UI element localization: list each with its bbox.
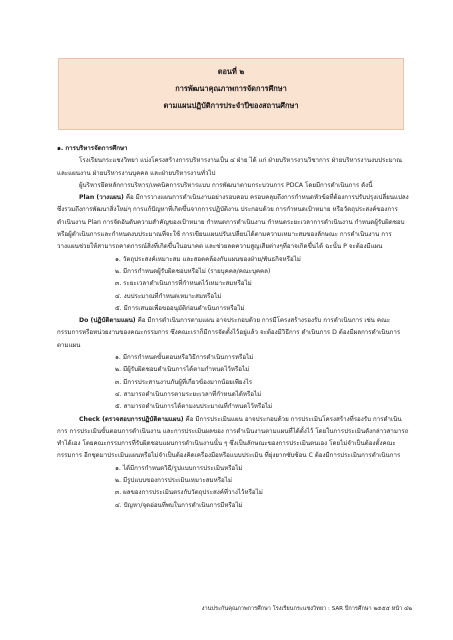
do-item: ๒. มีผู้รับผิดชอบดำเนินการได้ตามกำหนดไว้หรือไม่ <box>115 366 250 374</box>
check-paragraph <box>57 414 409 463</box>
paragraph-pdca-intro: ผู้บริหารยึดหลักการบริหาร/เทคนิคการบริหารแบบ การพัฒนาตามกระบวนการ PDCA โดยมีการดำเนินการ ดังนี้ <box>79 181 373 189</box>
plan-item: ๔. งบประมาณที่กำหนดเหมาะสมหรือไม่ <box>115 292 222 300</box>
plan-paragraph <box>57 192 409 253</box>
check-item: ๔. ปัญหา/จุดอ่อนที่พบในการดำเนินการมีหรือไม่ <box>115 501 243 509</box>
plan-item: ๕. มีการเสนอเพื่อขออนุมัติก่อนดำเนินการหรือไม่ <box>115 304 245 312</box>
section-title: ๑. การบริหารจัดการศึกษา <box>57 145 128 152</box>
do-text: คือ มีการดำเนินการตามแผน อาจประกอบด้วย การมีโครงสร้างรองรับ การดำเนินการ เช่น คณะกรรมการหรือหน่วยงานของคณะกรรมการ ซึ่งคณะเราก็มีการจัดตั้งไว้อยู่แล้ว จะต้องมีวิธีการ ดำเนินการ D ต้องมีผลการดำเนินการตามแผน <box>57 317 401 349</box>
chapter-number: ตอนที่ ๒ <box>217 67 245 76</box>
do-item: ๓. มีการประสานงานกับผู้ที่เกี่ยวข้องมากน้อยเพียงไร <box>115 378 253 386</box>
document-body <box>57 143 409 512</box>
plan-item: ๓. ระยะเวลาดำเนินการที่กำหนดไว้เหมาะสมหรือไม่ <box>115 280 252 288</box>
plan-term: Plan (วางแผน) <box>79 194 124 202</box>
do-term: Do (ปฏิบัติตามแผน) <box>79 317 136 325</box>
plan-item: ๑. วัตถุประสงค์เหมาะสม และสอดคล้องกับแผนของฝ่าย/พันธกิจหรือไม่ <box>115 255 301 263</box>
chapter-header <box>58 58 404 130</box>
plan-text: คือ มีการวางแผนการดำเนินงานอย่างรอบคอบ ครอบคลุมถึงการกำหนดหัวข้อที่ต้องการปรับปรุงเปลี่ยนแปลง ซึ่งรวมถึงการพัฒนาสิ่งใหม่ๆ การแก้ปัญหาที่เกิดขึ้นจากการปฏิบัติงาน ประกอบด้วย การกำหนดเป้าหมาย หรือวัตถุประสงค์ของการดำเนินงาน Plan การจัดอันดับความสำคัญของเป้าหมาย กำหนดการดำเนินงาน กำหนดระยะเวลาการดำเนินงาน กำหนดผู้รับผิดชอบหรือผู้ดำเนินการและกำหนดงบประมาณที่จะใช้ การเขียนแผนปรับเปลี่ยนได้ตามความเหมาะสมของลักษณะ การดำเนินงาน การวางแผนช่วยให้สามารถคาดการณ์สิ่งที่เกิดขึ้นในอนาคต และช่วยลดความสูญเสียต่างๆที่อาจเกิดขึ้นได้ ฉะนั้น P จะต้องมีแผน <box>57 194 409 251</box>
check-item: ๒. มีรูปแบบของการประเมินเหมาะสมหรือไม่ <box>115 477 232 485</box>
paragraph-structure: โรงเรียนกระแชงวิทยา แบ่งโครงสร้างการบริหารงานเป็น ๔ ฝ่าย ได้ แก่ ฝ่ายบริหารงานวิชาการ ฝ่ายบริหารงานงบประมาณและแผนงาน ฝ่ายบริหารงานบุคคล และฝ่ายบริหารงานทั่วไป <box>57 157 402 177</box>
chapter-subtitle: ตามแผนปฏิบัติการประจำปีของสถานศึกษา <box>163 101 299 110</box>
chapter-title: การพัฒนาคุณภาพการจัดการศึกษา <box>175 84 287 93</box>
check-text: คือ มีการประเมินแผน อาจประกอบด้วย การประเมินโครงสร้างที่รองรับ การดำเนินการ การประเมินขั้นตอนการดำเนินงาน และการประเมินผลของ การดำเนินงานตามแผนที่ได้ตั้งไว้ โดยในการประเมินดังกล่าวสามารถ ทำได้เอง โดยคณะกรรมการที่รับผิดชอบแผนการดำเนินงานนั้น ๆ ซึ่งเป็นลักษณะของการประเมินตนเอง โดยไม่จำเป็นต้องตั้งคณะกรรมการ อีกชุดมาประเมินแผนหรือไม่จำเป็นต้องคิดเครื่องมือหรือแบบประเมิน ที่ยุ่งยากซับซ้อน C ต้องมีการประเมินการดำเนินการ <box>57 415 409 460</box>
do-item: ๑. มีการกำหนดขั้นตอนหรือวิธีการดำเนินการหรือไม่ <box>115 354 254 362</box>
page-footer: งานประกันคุณภาพการศึกษา โรงเรียนกระแชงวิทยา : SAR ปีการศึกษา ๒๕๕๕ หน้า ๔๒ <box>201 606 412 612</box>
do-item: ๔. สามารถดำเนินการตามระยะเวลาที่กำหนดได้หรือไม่ <box>115 390 262 398</box>
check-item: ๑. ได้มีการกำหนดวิธี/รูปแบบการประเมินหรือไม่ <box>115 464 243 472</box>
check-item: ๓. ผลของการประเมินตรงกับวัตถุประสงค์ที่วางไว้หรือไม่ <box>115 489 263 497</box>
plan-item: ๒. มีการกำหนดผู้รับผิดชอบหรือไม่ (รายบุคคล/คณะบุคคล) <box>115 267 271 275</box>
do-paragraph <box>57 315 409 352</box>
check-term: Check (ตรวจสอบการปฏิบัติตามแผน) <box>79 415 184 423</box>
do-item: ๕. สามารถดำเนินการได้ตามงบประมาณที่กำหนดไว้หรือไม่ <box>115 403 273 411</box>
